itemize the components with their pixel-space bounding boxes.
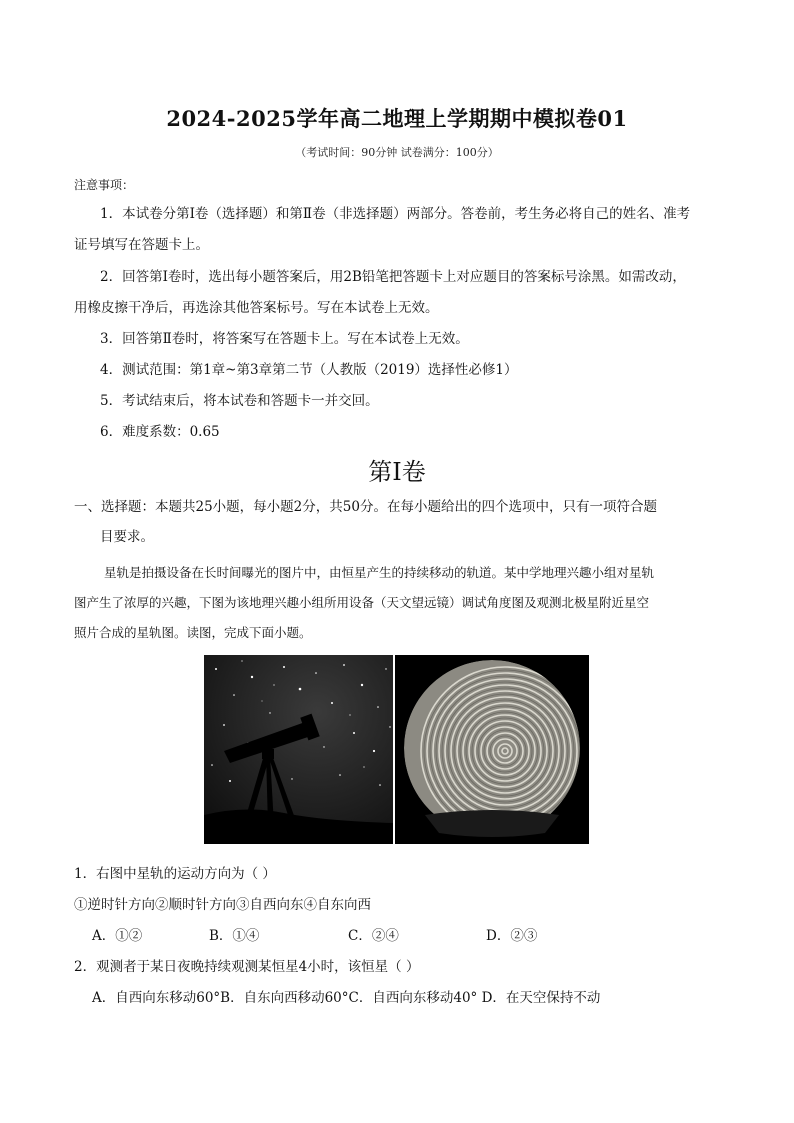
section-title: 第Ⅰ卷	[368, 458, 426, 486]
notes-line: 2．回答第Ⅰ卷时，选出每小题答案后，用2B铅笔把答题卡上对应题目的答案标号涂黑。如需改动，	[100, 269, 686, 285]
telescope-silhouette-image	[204, 655, 393, 844]
section-instruction: 一、选择题：本题共25小题，每小题2分，共50分。在每小题给出的四个选项中，只有一项符合题	[74, 499, 657, 515]
notes-heading: 注意事项：	[74, 178, 135, 192]
notes-line: 3．回答第Ⅱ卷时，将答案写在答题卡上。写在本试卷上无效。	[100, 331, 469, 347]
question-1-option-c[interactable]: C．②④	[348, 928, 399, 944]
star-trail-photo	[395, 655, 589, 844]
question-1-option-d[interactable]: D．②③	[486, 928, 538, 944]
notes-line: 用橡皮擦干净后，再选涂其他答案标号。写在本试卷上无效。	[74, 300, 439, 316]
exam-title: 2024-2025学年高二地理上学期期中模拟卷01	[166, 106, 628, 131]
question-1-option-b[interactable]: B．①④	[209, 928, 260, 944]
notes-line: 4．测试范围：第1章~第3章第二节（人教版（2019）选择性必修1）	[100, 362, 518, 378]
question-1-stem: 1．右图中星轨的运动方向为（ ）	[74, 866, 276, 882]
notes-line: 5．考试结束后，将本试卷和答题卡一并交回。	[100, 393, 379, 409]
question-1-statements: ①逆时针方向②顺时针方向③自西向东④自东向西	[74, 897, 371, 913]
intro-line: 图产生了浓厚的兴趣，下图为该地理兴趣小组所用设备（天文望远镜）调试角度图及观测北极星附近星空	[74, 595, 650, 610]
intro-line: 星轨是拍摄设备在长时间曝光的图片中，由恒星产生的持续移动的轨道。某中学地理兴趣小组对星轨	[104, 565, 655, 580]
star-trail-image	[395, 655, 589, 844]
question-2-options[interactable]: A．自西向东移动60°B．自东向西移动60°C．自西向东移动40° D．在天空保持不动	[92, 990, 601, 1006]
section-instruction: 目要求。	[100, 529, 154, 545]
exam-subtitle: （考试时间：90分钟 试卷满分：100分）	[295, 146, 499, 159]
notes-line: 1．本试卷分第Ⅰ卷（选择题）和第Ⅱ卷（非选择题）两部分。答卷前，考生务必将自己的姓名、准考	[100, 206, 691, 222]
notes-line: 证号填写在答题卡上。	[74, 237, 209, 253]
question-2-stem: 2．观测者于某日夜晚持续观测某恒星4小时，该恒星（ ）	[74, 959, 420, 975]
telescope-photo	[204, 655, 393, 844]
notes-line: 6．难度系数：0.65	[100, 424, 220, 440]
question-1-option-a[interactable]: A．①②	[92, 928, 143, 944]
intro-line: 照片合成的星轨图。读图，完成下面小题。	[74, 625, 312, 640]
